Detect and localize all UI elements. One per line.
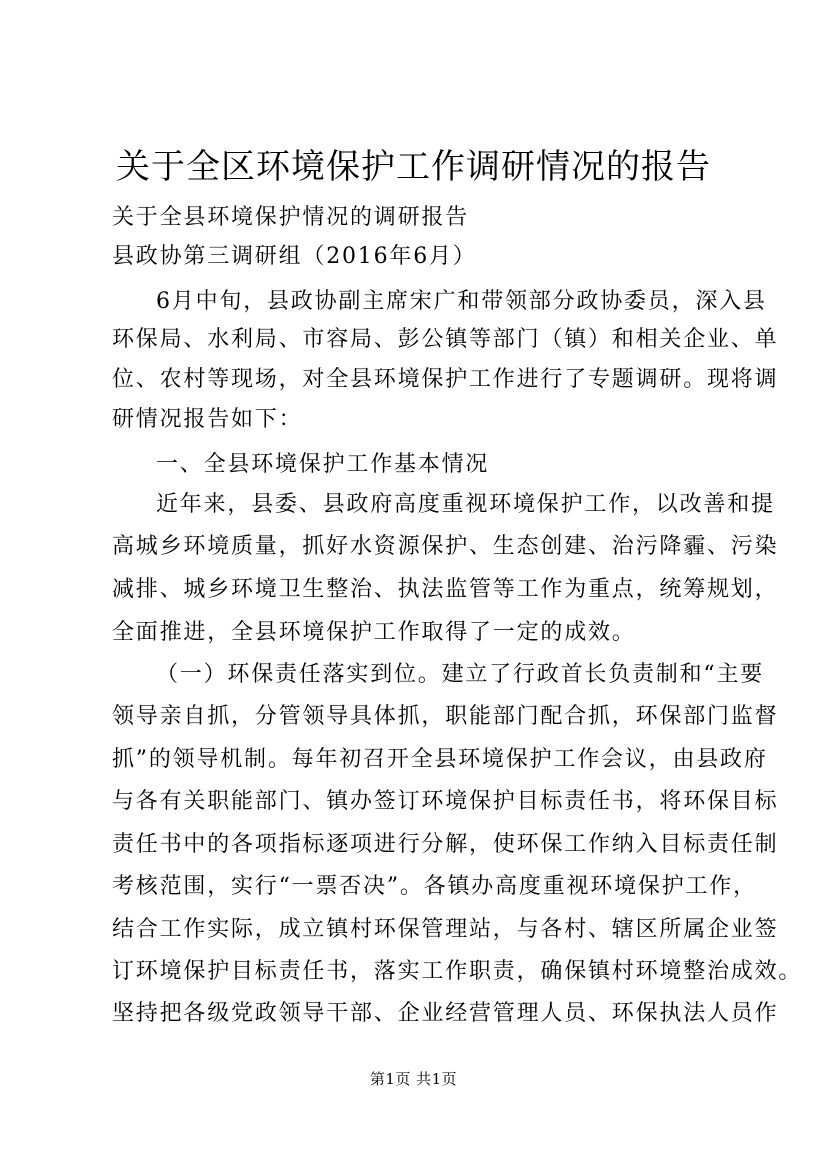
paragraph-line: 减排、城乡环境卫生整治、执法监管等工作为重点，统筹规划， <box>112 577 779 602</box>
paragraph-line: 抓”的领导机制。每年初召开全县环境保护工作会议，由县政府 <box>112 747 768 772</box>
section-heading: 一、全县环境保护工作基本情况 <box>156 452 490 477</box>
paragraph-line: 结合工作实际，成立镇村环保管理站，与各村、辖区所属企业签 <box>112 917 779 942</box>
document-title: 关于全区环境保护工作调研情况的报告 <box>116 147 711 187</box>
page-footer: 第1页 共1页 <box>369 1070 458 1088</box>
paragraph-line: 位、农村等现场，对全县环境保护工作进行了专题调研。现将调 <box>112 367 779 392</box>
paragraph-line: 考核范围，实行“一票否决”。各镇办高度重视环境保护工作， <box>112 874 757 899</box>
paragraph-line: 领导亲自抓，分管领导具体抓，职能部门配合抓，环保部门监督 <box>112 704 779 729</box>
paragraph-line: 环保局、水利局、市容局、彭公镇等部门（镇）和相关企业、单 <box>112 327 779 352</box>
paragraph-line: 责任书中的各项指标逐项进行分解，使环保工作纳入目标责任制 <box>112 832 779 857</box>
paragraph-line: 近年来，县委、县政府高度重视环境保护工作，以改善和提 <box>156 492 775 517</box>
paragraph-line: 高城乡环境质量，抓好水资源保护、生态创建、治污降霾、污染 <box>112 534 779 559</box>
author-line: 县政协第三调研组（2016年6月） <box>112 244 477 269</box>
subtitle: 关于全县环境保护情况的调研报告 <box>112 205 470 230</box>
paragraph-line: 坚持把各级党政领导干部、企业经营管理人员、环保执法人员作 <box>112 1001 779 1026</box>
paragraph-line: 订环境保护目标责任书，落实工作职责，确保镇村环境整治成效。 <box>112 959 803 984</box>
paragraph-line: 全面推进，全县环境保护工作取得了一定的成效。 <box>112 620 636 645</box>
paragraph-line: （一）环保责任落实到位。建立了行政首长负责制和“主要 <box>156 662 765 687</box>
paragraph-line: 研情况报告如下： <box>112 407 303 432</box>
paragraph-line: 6月中旬，县政协副主席宋广和带领部分政协委员，深入县 <box>156 289 767 314</box>
paragraph-line: 与各有关职能部门、镇办签订环境保护目标责任书，将环保目标 <box>112 789 779 814</box>
